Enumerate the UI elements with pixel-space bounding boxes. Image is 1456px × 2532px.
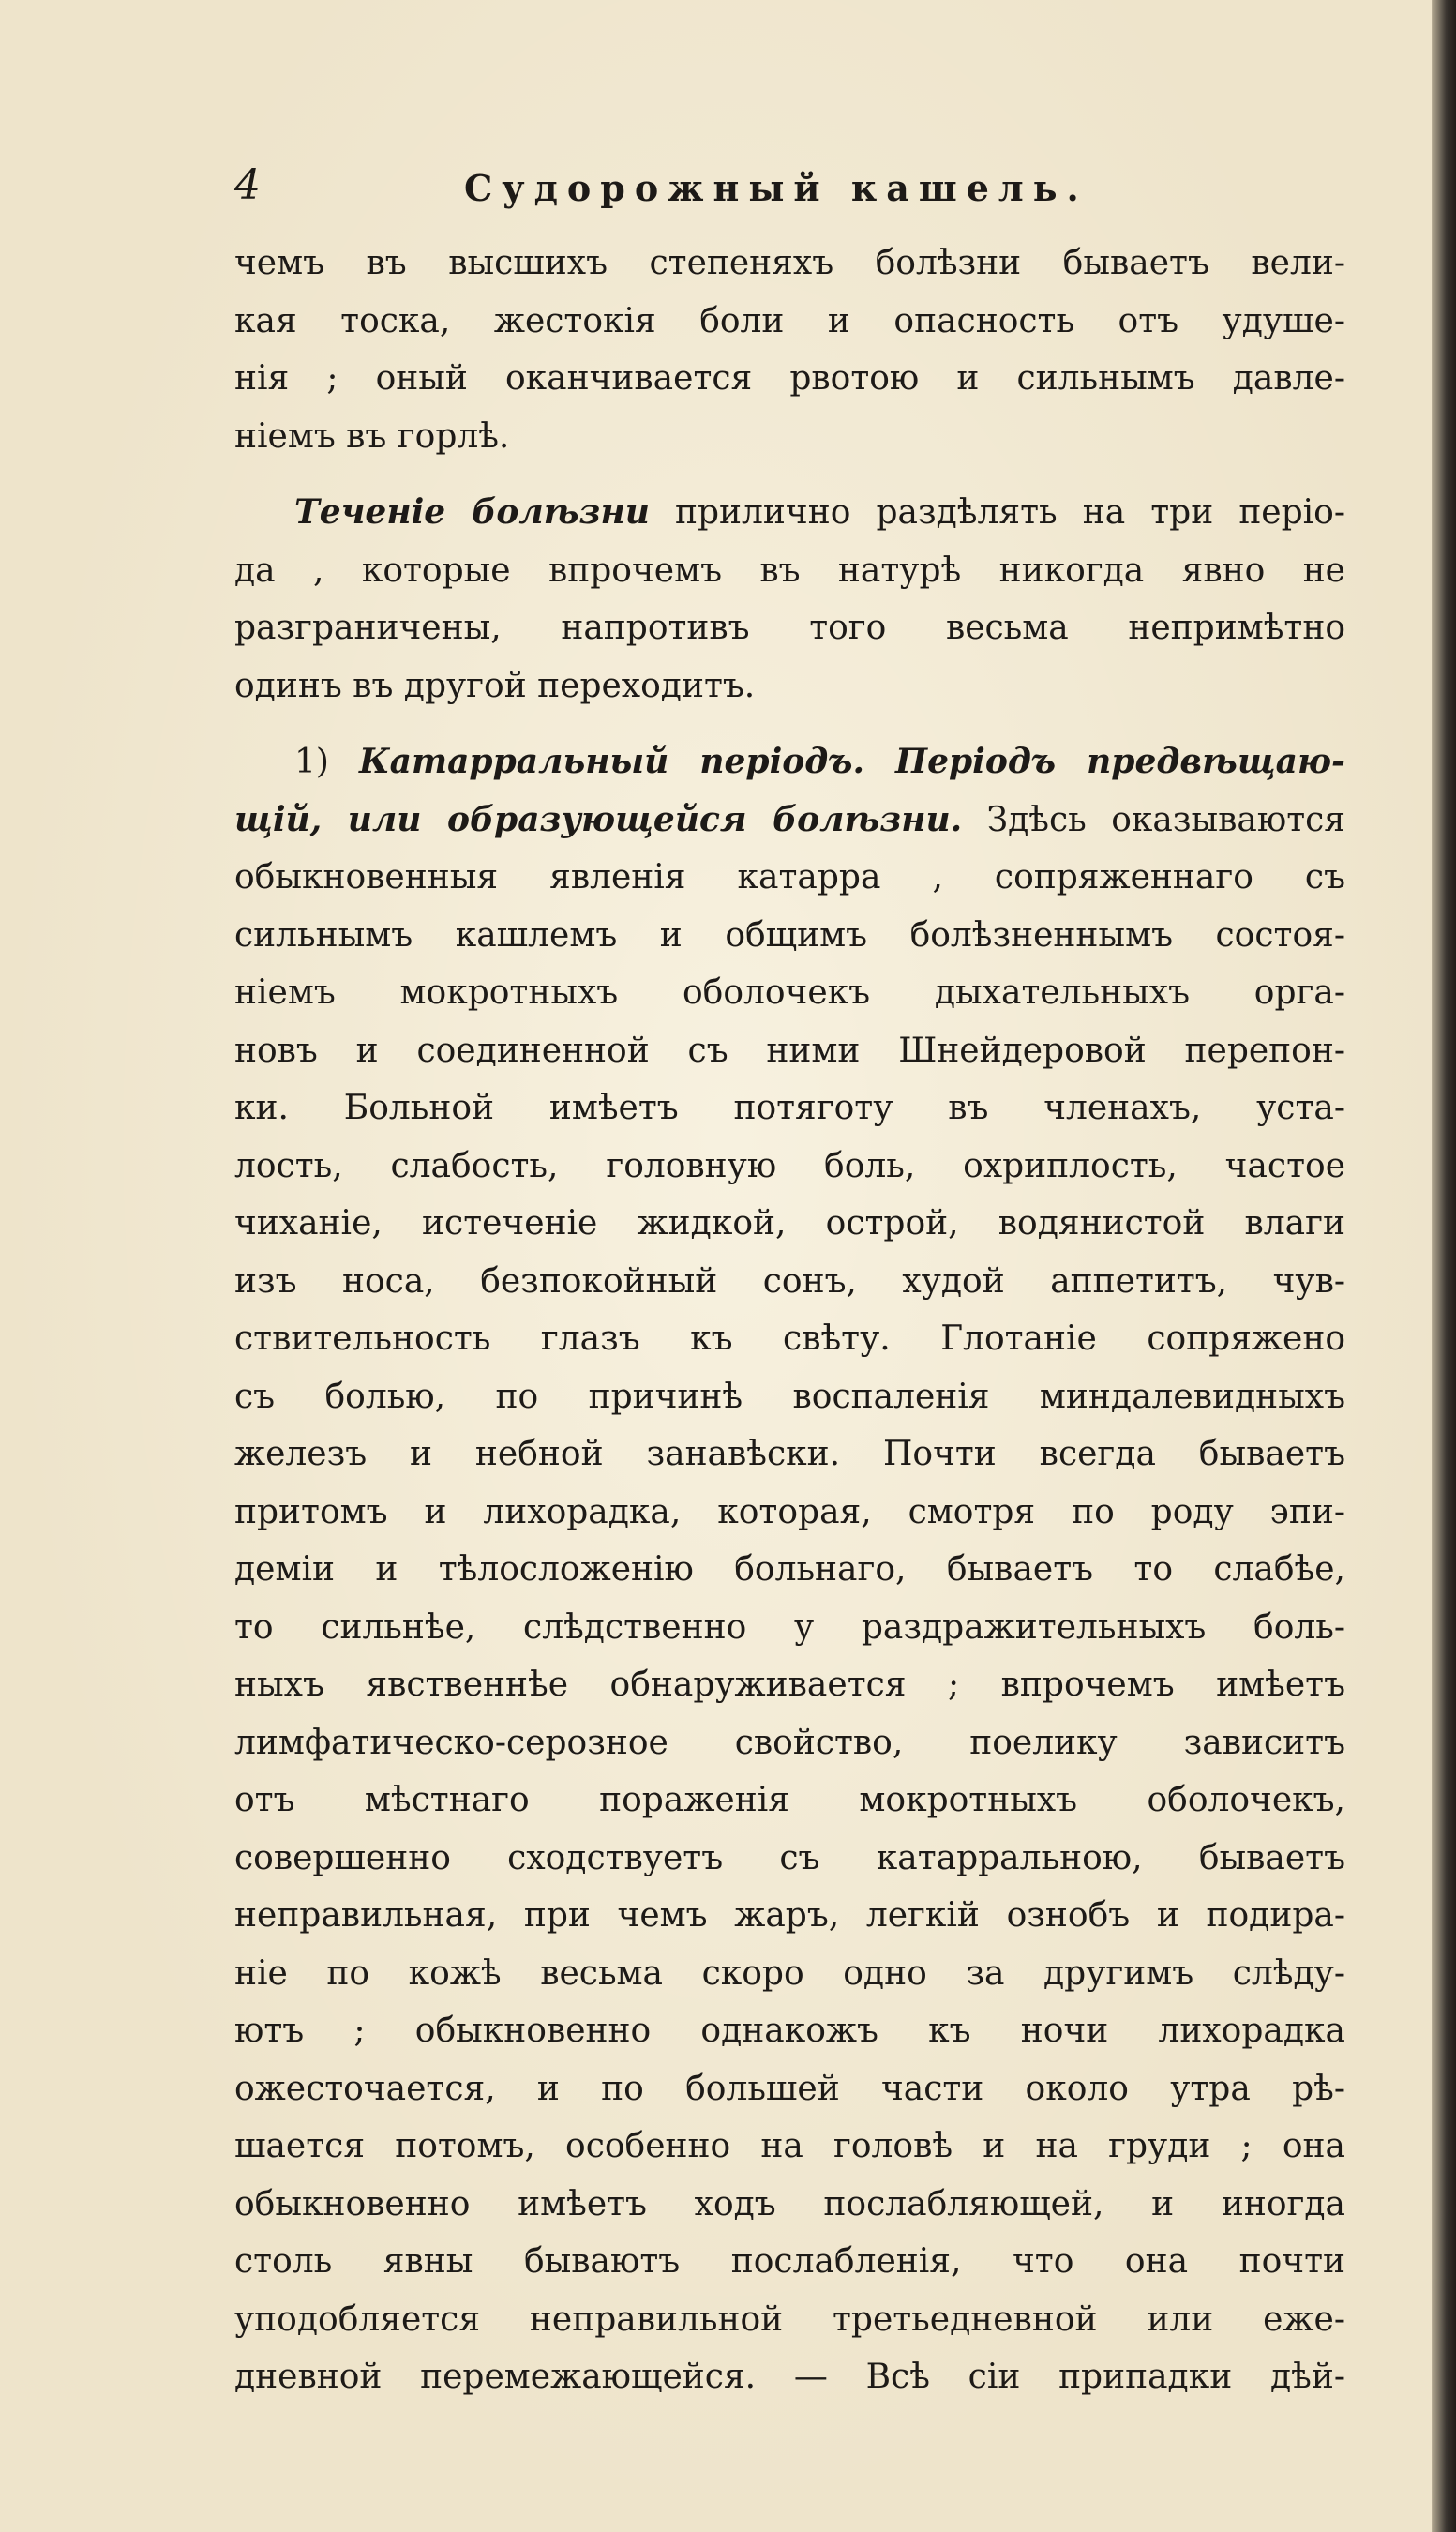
text-line: ожесточается, и по большей части около утра рѣ- bbox=[234, 2069, 1345, 2108]
text-line: ныхъ явственнѣе обнаруживается ; впрочемъ имѣетъ bbox=[234, 1665, 1345, 1704]
text-line: дневной перемежающейся. — Всѣ сіи припадки дѣй- bbox=[234, 2358, 1345, 2396]
text-line: новъ и соединенной съ ними Шнейдеровой перепон- bbox=[234, 1031, 1345, 1070]
text-line: ніе по кожѣ весьма скоро одно за другимъ слѣду- bbox=[234, 1953, 1345, 1993]
text-line: ствительность глазъ къ свѣту. Глотаніе сопряжено bbox=[234, 1319, 1345, 1358]
text-line: кая тоска, жестокія боли и опасность отъ удуше- bbox=[234, 301, 1345, 340]
italic-heading: щій, или образующейся болѣзни. bbox=[234, 799, 963, 839]
text-line: изъ носа, безпокойный сонъ, худой аппетитъ, чув- bbox=[234, 1261, 1345, 1301]
text-line: ютъ ; обыкновенно однакожъ къ ночи лихорадка bbox=[234, 2012, 1345, 2050]
text-line: шается потомъ, особенно на головѣ и на груди ; она bbox=[234, 2127, 1345, 2165]
paragraph bbox=[234, 234, 1345, 465]
text-line: разграничены, напротивъ того весьма непримѣтно bbox=[234, 609, 1345, 647]
text-line: лость, слабость, головную боль, охриплость, частое bbox=[234, 1146, 1345, 1185]
text-line: столь явны бываютъ послабленія, что она почти bbox=[234, 2242, 1345, 2281]
text-line: съ болью, по причинѣ воспаленія миндалевидныхъ bbox=[234, 1377, 1345, 1416]
text-line: обыкновенно имѣетъ ходъ послабляющей, и иногда bbox=[234, 2184, 1345, 2223]
running-head: Судорожный кашель. bbox=[464, 167, 1088, 209]
paragraph bbox=[234, 484, 1345, 715]
text-line: деміи и тѣлосложенію больнаго, бываетъ то слабѣе, bbox=[234, 1550, 1345, 1589]
text-line: чиханіе, истеченіе жидкой, острой, водянистой влаги bbox=[234, 1204, 1345, 1243]
text-line: обыкновенныя явленія катарра , сопряженнаго съ bbox=[234, 858, 1345, 897]
text-line: одинъ въ другой переходитъ. bbox=[234, 666, 756, 705]
italic-heading: Катарральный періодъ. Періодъ предвѣщаю- bbox=[358, 742, 1345, 781]
text-line: ки. Больной имѣетъ потяготу въ членахъ, уста- bbox=[234, 1089, 1345, 1127]
text-line: ніемъ мокротныхъ оболочекъ дыхательныхъ орга- bbox=[234, 973, 1345, 1012]
text-line: уподобляется неправильной третьедневной или еже- bbox=[234, 2299, 1345, 2339]
text-line: лимфатическо-серозное свойство, поелику зависитъ bbox=[234, 1723, 1345, 1762]
text-line: то сильнѣе, слѣдственно у раздражительныхъ боль- bbox=[234, 1607, 1345, 1647]
italic-lead: Теченіе болѣзни bbox=[294, 492, 650, 532]
text-line bbox=[234, 484, 1345, 542]
list-marker: 1) bbox=[294, 743, 329, 781]
text-line: отъ мѣстнаго пораженія мокротныхъ оболочекъ, bbox=[234, 1781, 1345, 1819]
text-run: прилично раздѣлять на три періо- bbox=[675, 493, 1345, 532]
paragraph bbox=[234, 733, 1345, 2406]
page-number: 4 bbox=[234, 161, 261, 209]
text-line: сильнымъ кашлемъ и общимъ болѣзненнымъ состоя- bbox=[234, 915, 1345, 955]
text-line: притомъ и лихорадка, которая, смотря по роду эпи- bbox=[234, 1492, 1345, 1531]
text-line bbox=[234, 791, 1345, 850]
text-line: железъ и небной занавѣски. Почти всегда бываетъ bbox=[234, 1435, 1345, 1473]
text-run: Здѣсь оказываются bbox=[986, 800, 1345, 839]
book-spine-edge bbox=[1432, 0, 1456, 2532]
text-line: неправильная, при чемъ жаръ, легкій ознобъ и подира- bbox=[234, 1896, 1345, 1935]
text-line: совершенно сходствуетъ съ катарральною, бываетъ bbox=[234, 1838, 1345, 1877]
text-line: ніемъ въ горлѣ. bbox=[234, 416, 510, 456]
text-line bbox=[234, 733, 1345, 791]
text-line: нія ; оный оканчивается рвотою и сильнымъ давле- bbox=[234, 359, 1345, 398]
text-line: да , которые впрочемъ въ натурѣ никогда явно не bbox=[234, 550, 1345, 590]
body-text bbox=[234, 234, 1345, 2406]
text-line: чемъ въ высшихъ степеняхъ болѣзни бываетъ вели- bbox=[234, 244, 1345, 282]
page-header bbox=[234, 161, 1331, 218]
